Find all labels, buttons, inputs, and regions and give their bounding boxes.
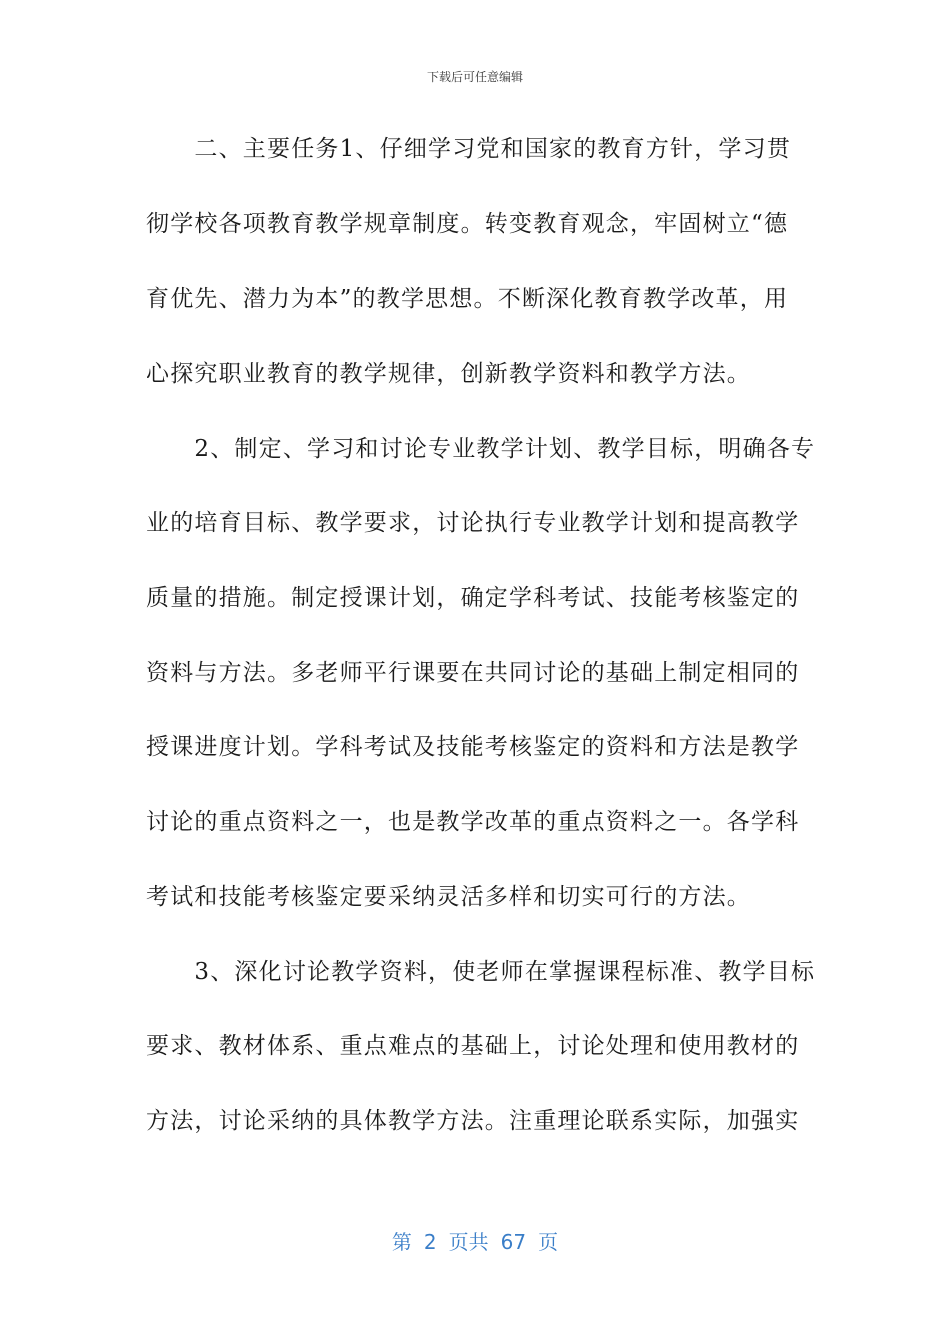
text-line: 讨论的重点资料之一，也是教学改革的重点资料之一。各学科 xyxy=(146,809,800,835)
total-page-count: 67 xyxy=(500,1230,527,1254)
text-line: 2、制定、学习和讨论专业教学计划、教学目标，明确各专 xyxy=(146,436,816,462)
page-header: 下载后可任意编辑 xyxy=(426,70,523,84)
text-line: 心探究职业教育的教学规律，创新教学资料和教学方法。 xyxy=(146,361,751,387)
text-line: 3、深化讨论教学资料，使老师在掌握课程标准、教学目标 xyxy=(146,959,816,985)
text-line: 二、主要任务1、仔细学习党和国家的教育方针，学习贯 xyxy=(146,136,792,162)
footer-prefix: 第 xyxy=(391,1230,412,1254)
page-footer xyxy=(0,1226,950,1255)
text-line: 方法，讨论采纳的具体教学方法。注重理论联系实际，加强实 xyxy=(146,1108,800,1134)
text-line: 授课进度计划。学科考试及技能考核鉴定的资料和方法是教学 xyxy=(146,734,800,760)
text-line: 质量的措施。制定授课计划，确定学科考试、技能考核鉴定的 xyxy=(146,585,800,611)
current-page-number: 2 xyxy=(423,1230,437,1254)
text-line: 彻学校各项教育教学规章制度。转变教育观念，牢固树立“德 xyxy=(146,211,789,237)
text-line: 要求、教材体系、重点难点的基础上，讨论处理和使用教材的 xyxy=(146,1033,800,1059)
text-line: 育优先、潜力为本”的教学思想。不断深化教育教学改革，用 xyxy=(146,286,789,312)
text-line: 考试和技能考核鉴定要采纳灵活多样和切实可行的方法。 xyxy=(146,884,751,910)
footer-middle: 页共 xyxy=(448,1230,489,1254)
footer-suffix: 页 xyxy=(538,1230,559,1254)
text-line: 业的培育目标、教学要求，讨论执行专业教学计划和提高教学 xyxy=(146,510,800,536)
text-line: 资料与方法。多老师平行课要在共同讨论的基础上制定相同的 xyxy=(146,660,800,686)
